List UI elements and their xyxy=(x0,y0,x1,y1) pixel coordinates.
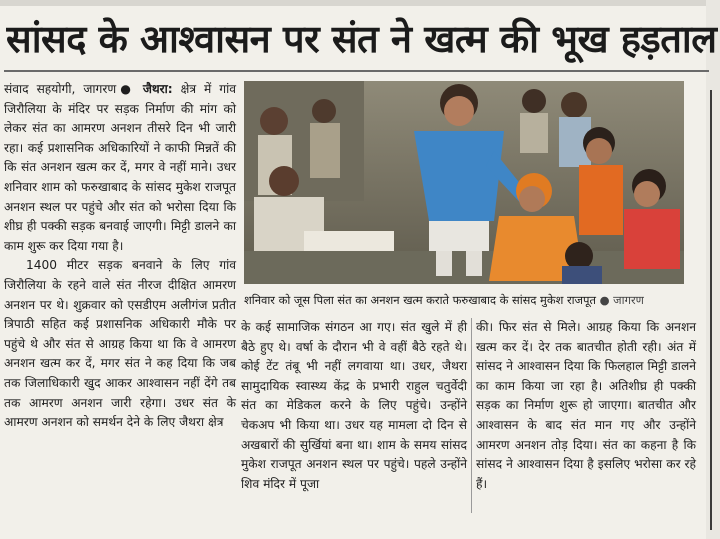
photo-illustration xyxy=(244,81,684,284)
headline: सांसद के आश्वासन पर संत ने खत्म की भूख हड़ताल xyxy=(6,17,717,61)
paragraph-4: की। फिर संत से मिले। आग्रह किया कि अनशन खत्म कर दें। देर तक बातचीत होती रही। अंत में सांसद ने आश्वासन दिया कि फिलहाल मिट्टी डालने का काम किया जा रहा है। अतिशीघ्र ही पक्की सड़क का निर्माण शुरू हो जाएगा। बातचीत और आश्वासन के बाद संत मान गए और उन्होंने आमरण अनशन तोड़ दिया। संत का कहना है कि सांसद ने आश्वासन दिया है इसलिए भरोसा कर रहे हैं। xyxy=(476,320,696,491)
dateline: संवाद सहयोगी, जागरण xyxy=(4,82,117,96)
photo-credit: ● जागरण xyxy=(599,293,644,307)
lead-paragraph xyxy=(4,80,236,256)
caption-text: शनिवार को जूस पिला संत का अनशन खत्म कराते फरुखाबाद के सांसद मुकेश राजपूत xyxy=(244,293,596,307)
paragraph-1: क्षेत्र में गांव जिरौलिया के मंदिर पर सड़क निर्माण की मांग को लेकर संत का आमरण अनशन तीसरे दिन भी जारी रहा। कई प्रशासनिक अधिकारियों ने काफी मिन्नतें की कि संत अनशन खत्म कर दें, मगर वे नहीं माने। उधर शनिवार शाम को फरुखाबाद के सांसद मुकेश राजपूत अनशन स्थल पर पहुंचे और संत को भरोसा दिया कि शीघ्र ही पक्की सड़क बनवाई जाएगी। मिट्टी डालने का काम शुरू कर दिया गया है। xyxy=(4,82,236,253)
page-edge-line xyxy=(710,90,712,530)
location: जैथरा: xyxy=(142,82,173,96)
dateline-bullet: ● xyxy=(116,82,135,96)
paragraph-3: के कई सामाजिक संगठन आ गए। संत खुले में ही बैठे हुए थे। वर्षा के दौरान भी वे वहीं बैठे रहते थे। कोई टेंट तंबू भी नहीं लगवाया था। उधर, जैथरा सामुदायिक स्वास्थ्य केंद्र के प्रभारी राहुल चतुर्वेदी संत का मेडिकल करने के लिए पहुंचे। उन्होंने चेकअप भी किया था। उधर यह मामला दो दिन से अखबारों की सुर्खियां बना था। शाम के समय सांसद मुकेश राजपूत अनशन स्थल पर पहुंचे। पहले उन्होंने शिव मंदिर में पूजा xyxy=(241,320,467,491)
article-column-3 xyxy=(476,318,696,518)
page-edge xyxy=(706,0,720,539)
column-divider xyxy=(471,318,472,513)
article-column-2 xyxy=(241,318,467,518)
photo-caption xyxy=(244,290,692,310)
article-column-1 xyxy=(4,80,236,520)
paragraph-2: 1400 मीटर सड़क बनवाने के लिए गांव जिरौलिया के रहने वाले संत नीरज दीक्षित आमरण अनशन पर थे। शुक्रवार को एसडीएम अलीगंज प्रतीत त्रिपाठी सहित कई प्रशासनिक अधिकारी मौके पर पहुंचे थे और संत से आग्रह किया था कि वे आमरण अनशन खत्म कर दें, मगर संत ने कह दिया कि जब तक जिलाधिकारी खुद आकर आश्वासन नहीं देंगे तब तक आमरण अनशन जारी रहेगा। उधर संत के आमरण अनशन को समर्थन देने के लिए जैथरा क्षेत्र xyxy=(4,258,236,430)
top-border xyxy=(0,0,720,6)
news-photo xyxy=(244,81,684,284)
headline-rule xyxy=(4,70,709,72)
